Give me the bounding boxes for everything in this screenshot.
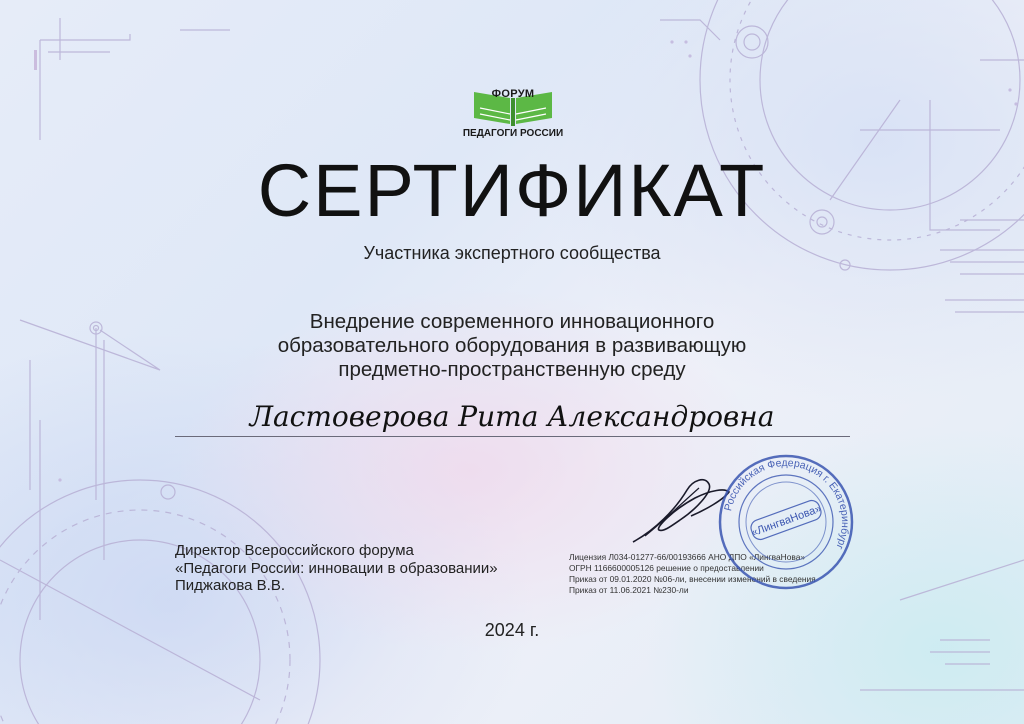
- topic-line: образовательного оборудования в развивающую: [277, 334, 747, 357]
- director-line: «Педагоги России: инновации в образовании»: [175, 559, 498, 577]
- stamp-outer-text: Российская Федерация г. Екатеринбург: [722, 456, 852, 552]
- recipient-name: Ластоверова Рита Александровна: [249, 400, 775, 433]
- license-line: Приказ от 11.06.2021 №230-ли: [569, 585, 689, 595]
- director-block: [175, 542, 498, 595]
- logo-top-text: ФОРУМ: [491, 88, 535, 100]
- topic-line: Внедрение современного инновационного: [309, 310, 715, 333]
- director-line: Пиджакова В.В.: [175, 577, 286, 594]
- certificate-topic: [212, 310, 812, 382]
- certificate-year: 2024 г.: [484, 620, 540, 640]
- logo-bottom-text: ПЕДАГОГИ РОССИИ: [462, 128, 564, 139]
- director-line: Директор Всероссийского форума: [175, 542, 414, 559]
- certificate-subtitle: Участника экспертного сообщества: [363, 243, 661, 263]
- license-line: Лицензия Л034-01277-66/00193666 АНО ДПО «ЛингваНова»: [569, 552, 806, 562]
- topic-line: предметно-пространственную среду: [338, 358, 686, 381]
- license-line: ОГРН 1166600005126 решение о предоставлении: [569, 563, 764, 573]
- forum-logo: [462, 84, 564, 146]
- stamp-center-text: «ЛингваНова»: [749, 502, 823, 540]
- name-underline: [175, 436, 850, 437]
- official-stamp: [716, 452, 856, 592]
- license-line: Приказ от 09.01.2020 №06-ли, внесении изменений в сведения: [569, 574, 816, 584]
- certificate-title: СЕРТИФИКАТ: [257, 149, 767, 232]
